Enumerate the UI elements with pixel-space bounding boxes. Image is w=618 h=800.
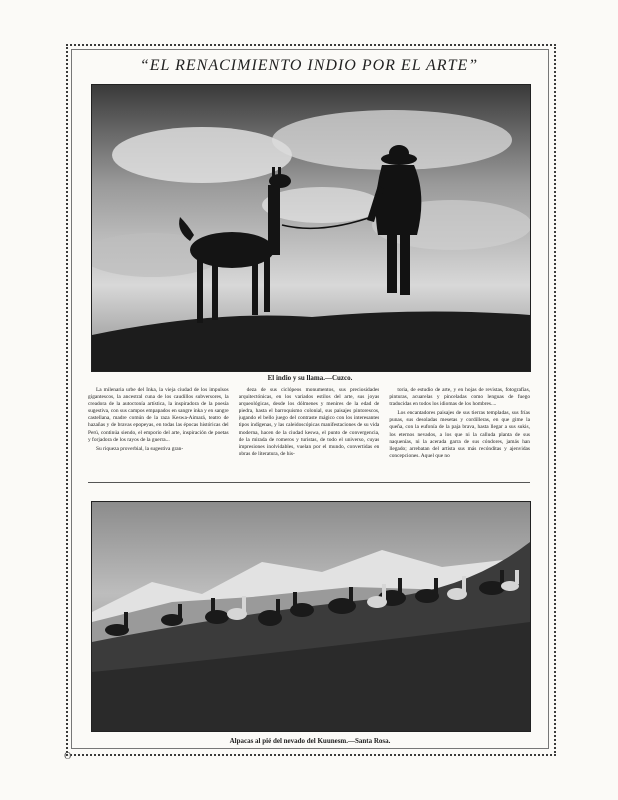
article-body bbox=[88, 387, 530, 479]
paragraph: toria, de estudio de arte, y en hojas de revistas, fotografías, pinturas, acuarelas y pinceladas como lenguas de fuego traducidas en todos los idiomas de los hombres.... bbox=[389, 387, 531, 408]
photo-caption-top: El indio y su llama.—Cuzco. bbox=[267, 374, 353, 382]
paragraph: deza de sus ciclópeos monumentos, sus preciosidades arquitectónicas, en los variados estilos del arte, sus joyas arqueológicas, desde los dólmenes y menires de la edad de piedra, hasta el barroquismo colonial, sus paisajes pintorescos, jugando el bello juego del contraste mágico con los interesantes tipos indígenas, y las caleidoscópicas manifestaciones de su vida moderna, hacen de la ciudad keswa, el punto de convergencia, de la mirada de romeros y turistas, de todo el universo, cuyas impresiones inolvidables, vuelan por el mundo, convertidas en obras de literatura, de his- bbox=[238, 387, 380, 457]
text-column-1 bbox=[88, 387, 229, 479]
paragraph: Su riqueza proverbial, la sugestiva gran- bbox=[96, 445, 184, 452]
page-corner-mark: ʘ bbox=[64, 752, 72, 762]
photo-man-and-llama bbox=[91, 84, 531, 372]
article-title: “EL RENACIMIENTO INDIO POR EL ARTE” bbox=[139, 57, 479, 74]
text-column-3 bbox=[389, 387, 530, 479]
paragraph: La milenaria urbe del Inka, la vieja ciudad de los impulsos gigantescos, la ancestral cuna de los caudillos subversores, la creadora de la autoctonía artística, la inspiradora de la poesía sugestiva, con sus campos empapados en sangre inka y en sangre castellana, madre común de la raza Keswa-Aimará, teatro de hazañas y de bravas epopeyas, en todas las épocas históricas del Perú, continúa siendo, el emporio del arte, inspiración de poetas y forjadora de los rayos de la guerra... bbox=[88, 387, 229, 443]
fold-separator bbox=[88, 482, 530, 483]
text-column-2 bbox=[239, 387, 380, 479]
photo-alpacas bbox=[91, 501, 531, 732]
paragraph: Los encantadores paisajes de sus tierras templadas, sus frías punas, sus desoladas mesetas y cordilleras, en que gime la queña, con la eufonía de la paja brava, hasta llegar a sus sukis, los eternos nevados, a los que ni la calluda planta de sus naquenías, ni la acerada garra de sus cóndores, jamás han llegado; arrebatan del artista sus más recónditas y ajenvidas concepciones. Aquel que no bbox=[389, 410, 531, 459]
photo-caption-bottom: Alpacas al pié del nevado del Kuunesm.—Santa Rosa. bbox=[229, 737, 391, 745]
